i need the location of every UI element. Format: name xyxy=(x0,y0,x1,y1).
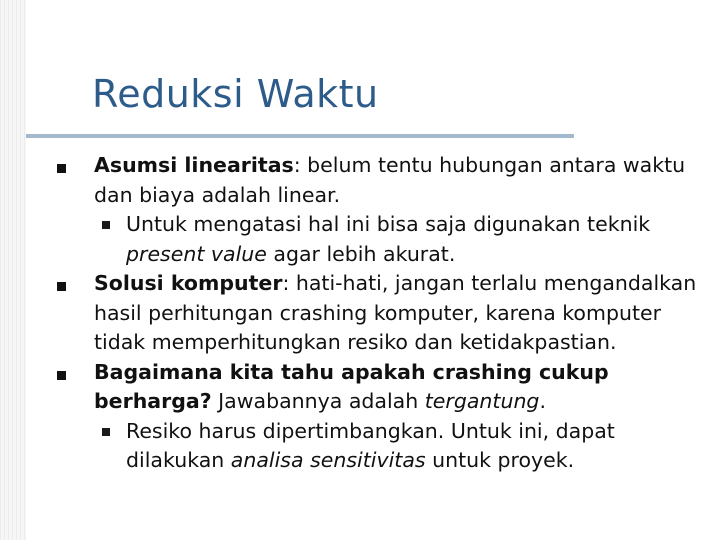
sub-bullet-present-value xyxy=(94,210,714,269)
sub-bullet-text-end: untuk proyek. xyxy=(425,448,575,472)
slide-title: Reduksi Waktu xyxy=(92,72,379,116)
title-underline xyxy=(26,134,574,138)
sub-bullet-text: Resiko harus dipertimbangkan. Untuk ini, dapat dilakukan xyxy=(126,418,615,472)
bullet-heading: Asumsi linearitas xyxy=(94,153,294,177)
sub-bullet-emphasis: analisa sensitivitas xyxy=(230,448,426,472)
bullet-heading: Solusi komputer xyxy=(94,271,283,295)
square-bullet-icon xyxy=(57,282,66,291)
bullet-emphasis: tergantung xyxy=(424,389,540,413)
bullet-item-computer xyxy=(94,269,714,358)
bullet-item-crashing-worth xyxy=(94,358,714,417)
sub-bullet-text: Untuk mengatasi hal ini bisa saja digunakan teknik xyxy=(126,212,651,236)
bullet-text: : hati-hati, jangan terlalu mengandalkan hasil perhitungan crashing komputer, karena komputer tidak memperhitungkan resiko dan ketidakpastian. xyxy=(94,271,697,354)
square-bullet-icon xyxy=(102,221,110,229)
bullet-heading: Bagaimana kita tahu apakah crashing cukup berharga? xyxy=(94,359,609,413)
square-bullet-icon xyxy=(57,371,66,380)
square-bullet-icon xyxy=(57,164,66,173)
square-bullet-icon xyxy=(102,428,110,436)
sub-bullet-text-end: agar lebih akurat. xyxy=(266,241,456,266)
bullet-item-linearity xyxy=(94,151,714,210)
bullet-text: : belum tentu hubungan antara waktu dan biaya adalah linear. xyxy=(94,153,686,207)
sub-bullet-sensitivity xyxy=(94,417,714,476)
bullet-text: Jawabannya adalah xyxy=(211,389,425,413)
sub-bullet-emphasis: present value xyxy=(126,241,267,266)
bullet-text-end: . xyxy=(539,389,546,413)
bullet-list xyxy=(94,151,714,476)
